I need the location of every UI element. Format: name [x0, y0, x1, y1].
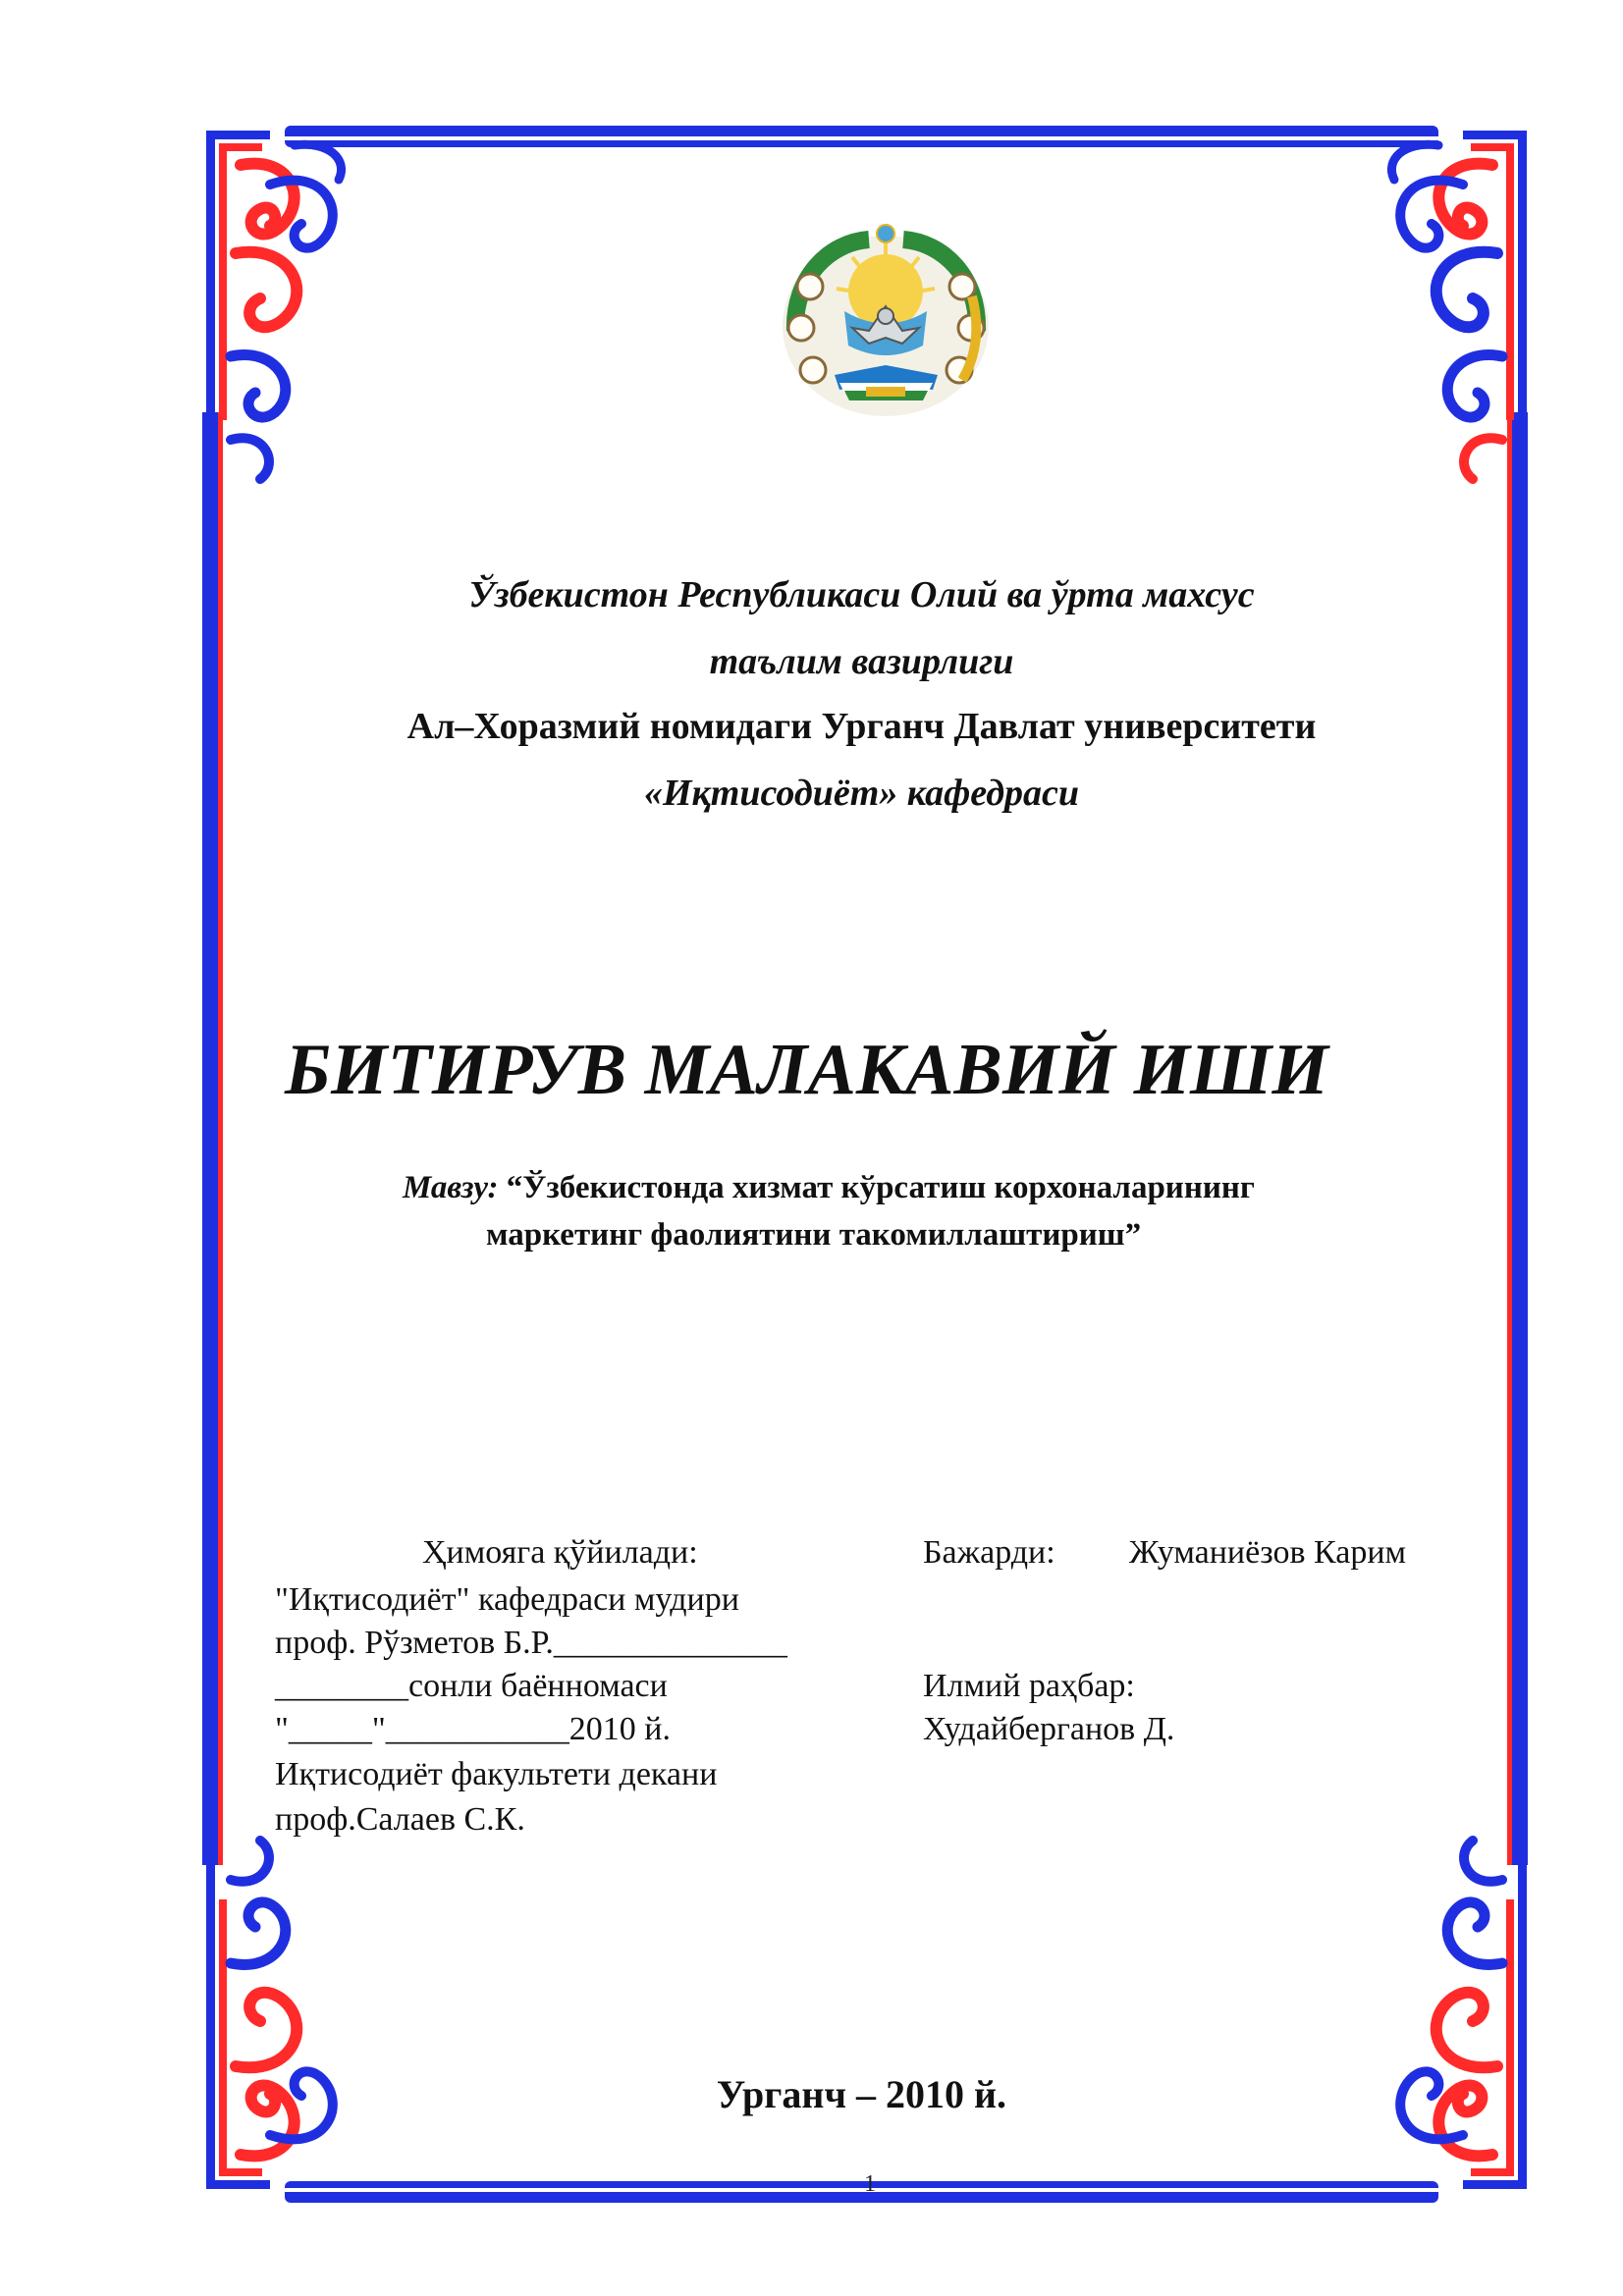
- protocol-line: ________сонли баённомаси: [275, 1668, 668, 1704]
- department-head-line: "Иқтисодиёт" кафедраси мудири: [275, 1581, 739, 1618]
- frame-left-border: [202, 412, 218, 1865]
- advisor-name: Худайберганов Д.: [923, 1711, 1175, 1747]
- frame-right-accent: [1507, 412, 1512, 1865]
- performer-label: Бажарди:: [923, 1534, 1055, 1571]
- ministry-line-2: таълим вазирлиги: [709, 641, 1014, 682]
- ornamental-corner-icon: [1375, 126, 1532, 508]
- frame-right-border: [1512, 412, 1528, 1865]
- advisor-label: Илмий раҳбар:: [923, 1668, 1135, 1704]
- topic-line-1: [403, 1170, 1255, 1206]
- document-title: БИТИРУВ МАЛАКАВИЙ ИШИ: [285, 1030, 1328, 1110]
- dean-name: проф.Салаев С.К.: [275, 1801, 525, 1838]
- frame-top-inner-line: [285, 136, 1438, 140]
- frame-bottom-inner-line: [285, 2188, 1438, 2192]
- ministry-line-1: Ўзбекистон Республикаси Олий ва ўрта махсус: [468, 574, 1255, 615]
- ornamental-corner-icon: [1375, 1811, 1532, 2194]
- date-line: "_____"___________2010 й.: [275, 1711, 671, 1747]
- uzbekistan-emblem-icon: [776, 218, 997, 419]
- department-name: «Иқтисодиёт» кафедраси: [643, 773, 1080, 814]
- frame-left-accent: [218, 412, 223, 1865]
- defense-heading: Ҳимояга қўйилади:: [422, 1534, 698, 1571]
- frame-bottom-border: [285, 2181, 1438, 2203]
- topic-line-2: маркетинг фаолиятини такомиллаштириш”: [486, 1217, 1142, 1253]
- ornamental-corner-icon: [201, 1811, 358, 2194]
- topic-text-1: “Ўзбекистонда хизмат кўрсатиш корхоналарининг: [498, 1170, 1255, 1205]
- city-year: Урганч – 2010 й.: [716, 2072, 1007, 2116]
- ornamental-corner-icon: [201, 126, 358, 508]
- topic-label: Мавзу:: [403, 1170, 499, 1205]
- page-number: 1: [864, 2171, 876, 2197]
- university-name: Ал–Хоразмий номидаги Урганч Давлат университети: [406, 706, 1317, 747]
- department-head-signature: проф. Рўзметов Б.Р.______________: [275, 1625, 787, 1661]
- dean-line: Иқтисодиёт факультети декани: [275, 1756, 718, 1792]
- performer-name: Жуманиёзов Карим: [1129, 1534, 1407, 1571]
